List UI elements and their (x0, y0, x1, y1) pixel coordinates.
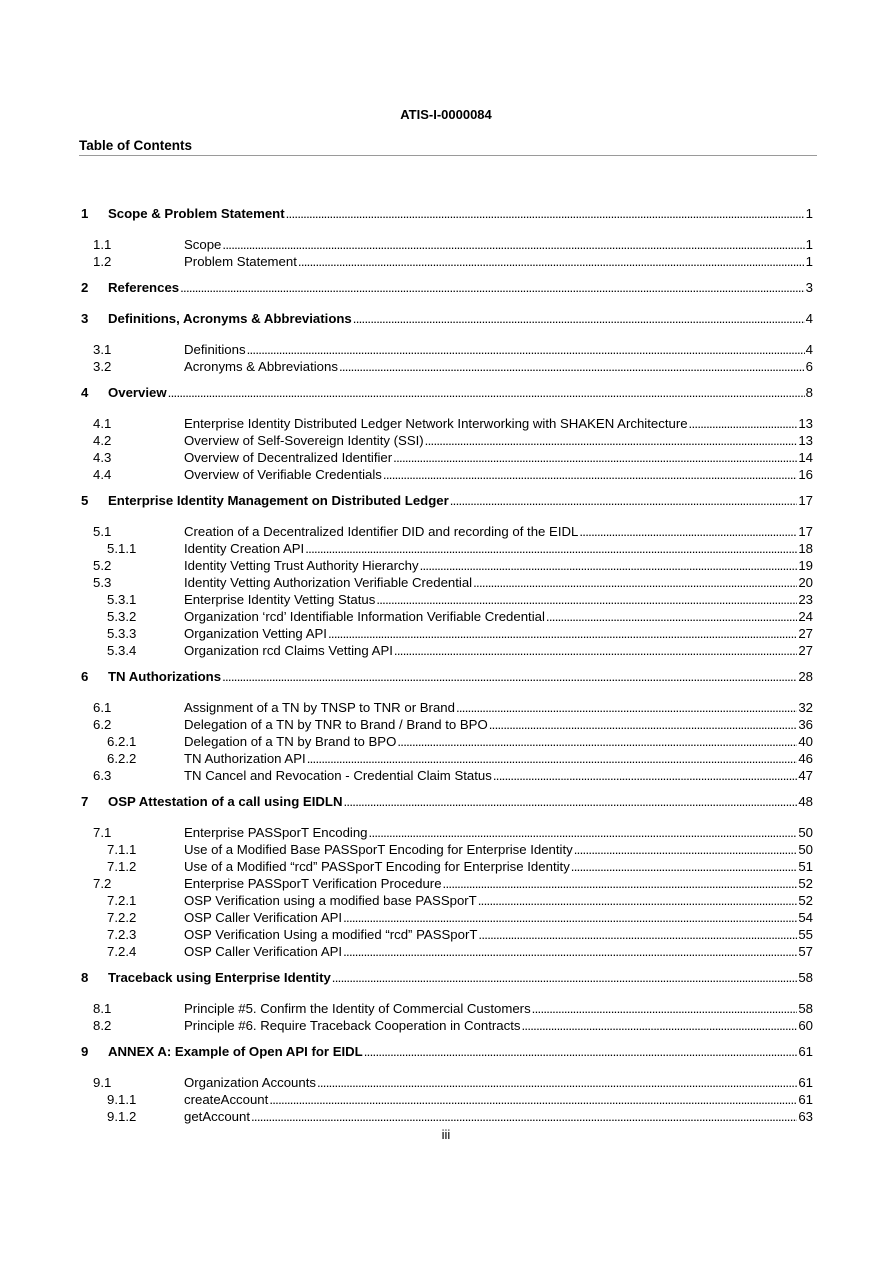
toc-entry-number: 8.1 (93, 1001, 112, 1016)
dot-leader (343, 909, 797, 926)
toc-entry-number: 5.2 (93, 558, 112, 573)
toc-entry-number: 5.3.2 (107, 609, 137, 624)
toc-entry-number: 8.2 (93, 1018, 112, 1033)
toc-entry-title: Overview of Self-Sovereign Identity (SSI) (184, 433, 424, 448)
toc-entry-number: 6 (81, 669, 89, 684)
toc-entry-title: Identity Vetting Authorization Verifiable Credential (184, 575, 473, 590)
toc-entry-title: OSP Verification Using a modified “rcd” PASSporT (184, 927, 478, 942)
dot-leader (222, 668, 797, 685)
toc-entry-number: 1 (81, 206, 89, 221)
toc-entry-6-2[interactable] (79, 716, 813, 733)
dot-leader (420, 557, 798, 574)
toc-entry-8-2[interactable] (79, 1017, 813, 1034)
toc-entry-number: 5.1.1 (107, 541, 137, 556)
toc-entry-page: 18 (798, 541, 813, 556)
toc-entry-page: 60 (798, 1018, 813, 1033)
toc-entry-number: 5.3 (93, 575, 112, 590)
toc-entry-number: 5.3.4 (107, 643, 137, 658)
toc-entry-title: Delegation of a TN by Brand to BPO (184, 734, 397, 749)
toc-entry-page: 13 (798, 433, 813, 448)
toc-entry-title: Enterprise Identity Vetting Status (184, 592, 376, 607)
toc-entry-number: 3.1 (93, 342, 112, 357)
toc-entry-title: Definitions, Acronyms & Abbreviations (108, 311, 352, 326)
dot-leader (251, 1108, 797, 1125)
toc-entry-5[interactable] (79, 492, 813, 509)
toc-entry-number: 7.2.1 (107, 893, 137, 908)
toc-entry-number: 6.1 (93, 700, 112, 715)
dot-leader (478, 926, 797, 943)
toc-entry-title: Use of a Modified “rcd” PASSporT Encoding for Enterprise Identity (184, 859, 570, 874)
page-number: iii (441, 1127, 451, 1142)
toc-entry-number: 9 (81, 1044, 89, 1059)
toc-entry-1-2[interactable] (79, 253, 813, 270)
toc-entry-3-1[interactable] (79, 341, 813, 358)
toc-entry-number: 3 (81, 311, 89, 326)
toc-entry-page: 20 (798, 575, 813, 590)
toc-entry-title: Enterprise Identity Distributed Ledger Network Interworking with SHAKEN Architecture (184, 416, 688, 431)
toc-entry-title: Organization rcd Claims Vetting API (184, 643, 393, 658)
toc-entry-8[interactable] (79, 969, 813, 986)
toc-entry-title: Organization Accounts (184, 1075, 316, 1090)
toc-entry-page: 61 (798, 1092, 813, 1107)
toc-entry-number: 4.4 (93, 467, 112, 482)
toc-entry-page: 13 (798, 416, 813, 431)
dot-leader (521, 1017, 797, 1034)
toc-entry-title: createAccount (184, 1092, 269, 1107)
table-of-contents (79, 196, 813, 1125)
dot-leader (493, 767, 797, 784)
toc-entry-title: Organization Vetting API (184, 626, 327, 641)
toc-entry-page: 52 (798, 876, 813, 891)
dot-leader (478, 892, 798, 909)
toc-entry-title: Identity Creation API (184, 541, 305, 556)
toc-entry-8-1[interactable] (79, 1000, 813, 1017)
toc-entry-number: 4.1 (93, 416, 112, 431)
toc-entry-7-2-4[interactable] (79, 943, 813, 960)
toc-entry-4-4[interactable] (79, 466, 813, 483)
dot-leader (286, 205, 805, 222)
toc-entry-number: 5.3.3 (107, 626, 137, 641)
toc-entry-number: 7.1 (93, 825, 112, 840)
dot-leader (180, 279, 805, 296)
toc-entry-title: Overview of Decentralized Identifier (184, 450, 393, 465)
toc-entry-page: 50 (798, 842, 813, 857)
toc-entry-number: 5 (81, 493, 89, 508)
toc-entry-page: 4 (805, 342, 813, 357)
toc-entry-title: Creation of a Decentralized Identifier DID and recording of the EIDL (184, 524, 579, 539)
toc-entry-page: 61 (798, 1075, 813, 1090)
toc-entry-7-2-3[interactable] (79, 926, 813, 943)
toc-entry-page: 16 (798, 467, 813, 482)
toc-entry-page: 63 (798, 1109, 813, 1124)
toc-entry-page: 1 (805, 237, 813, 252)
toc-entry-title: ANNEX A: Example of Open API for EIDL (108, 1044, 363, 1059)
toc-entry-title: getAccount (184, 1109, 250, 1124)
toc-entry-title: References (108, 280, 180, 295)
toc-entry-1[interactable] (79, 205, 813, 222)
toc-entry-page: 32 (798, 700, 813, 715)
dot-leader (332, 969, 798, 986)
toc-entry-7-1-1[interactable] (79, 841, 813, 858)
toc-entry-number: 6.3 (93, 768, 112, 783)
toc-entry-page: 55 (798, 927, 813, 942)
toc-entry-title: Overview (108, 385, 167, 400)
toc-heading: Table of Contents (79, 138, 192, 153)
toc-entry-number: 7.2 (93, 876, 112, 891)
toc-entry-page: 19 (798, 558, 813, 573)
dot-leader (393, 449, 797, 466)
toc-entry-number: 8 (81, 970, 89, 985)
toc-entry-page: 51 (798, 859, 813, 874)
toc-entry-page: 4 (805, 311, 813, 326)
toc-entry-9-1[interactable] (79, 1074, 813, 1091)
toc-entry-9-1-2[interactable] (79, 1108, 813, 1125)
toc-entry-title: OSP Verification using a modified base PASSporT (184, 893, 477, 908)
toc-entry-title: OSP Caller Verification API (184, 910, 343, 925)
toc-entry-number: 9.1.2 (107, 1109, 137, 1124)
dot-leader (376, 591, 797, 608)
toc-entry-5-2[interactable] (79, 557, 813, 574)
toc-entry-7-1-2[interactable] (79, 858, 813, 875)
dot-leader (450, 492, 798, 509)
toc-entry-1-1[interactable] (79, 236, 813, 253)
toc-entry-number: 6.2.2 (107, 751, 137, 766)
heading-rule (79, 155, 817, 156)
toc-entry-title: Principle #6. Require Traceback Cooperation in Contracts (184, 1018, 521, 1033)
toc-entry-title: Definitions (184, 342, 246, 357)
toc-entry-number: 6.2.1 (107, 734, 137, 749)
toc-entry-title: Traceback using Enterprise Identity (108, 970, 331, 985)
toc-entry-title: Enterprise Identity Management on Distributed Ledger (108, 493, 449, 508)
toc-entry-page: 28 (798, 669, 813, 684)
toc-entry-5-1-1[interactable] (79, 540, 813, 557)
toc-entry-3[interactable] (79, 310, 813, 327)
toc-entry-title: Scope (184, 237, 222, 252)
toc-entry-page: 6 (805, 359, 813, 374)
toc-entry-5-3-3[interactable] (79, 625, 813, 642)
toc-entry-9[interactable] (79, 1043, 813, 1060)
toc-entry-page: 57 (798, 944, 813, 959)
toc-entry-title: Acronyms & Abbreviations (184, 359, 338, 374)
dot-leader (489, 716, 798, 733)
toc-entry-6-2-1[interactable] (79, 733, 813, 750)
toc-entry-page: 47 (798, 768, 813, 783)
toc-entry-title: Enterprise PASSporT Verification Procedure (184, 876, 442, 891)
dot-leader (317, 1074, 797, 1091)
dot-leader (343, 793, 797, 810)
toc-entry-page: 1 (805, 254, 813, 269)
toc-entry-title: Scope & Problem Statement (108, 206, 285, 221)
dot-leader (353, 310, 805, 327)
dot-leader (383, 466, 797, 483)
dot-leader (343, 943, 797, 960)
dot-leader (579, 523, 797, 540)
dot-leader (425, 432, 798, 449)
dot-leader (574, 841, 798, 858)
toc-entry-number: 7.2.2 (107, 910, 137, 925)
toc-entry-page: 40 (798, 734, 813, 749)
toc-entry-5-1[interactable] (79, 523, 813, 540)
toc-entry-page: 52 (798, 893, 813, 908)
toc-entry-number: 1.1 (93, 237, 112, 252)
toc-entry-page: 23 (798, 592, 813, 607)
toc-entry-4[interactable] (79, 384, 813, 401)
toc-entry-page: 46 (798, 751, 813, 766)
toc-entry-6-1[interactable] (79, 699, 813, 716)
toc-entry-page: 14 (798, 450, 813, 465)
toc-entry-title: TN Cancel and Revocation - Credential Claim Status (184, 768, 492, 783)
dot-leader (473, 574, 797, 591)
dot-leader (222, 236, 804, 253)
toc-entry-title: Assignment of a TN by TNSP to TNR or Brand (184, 700, 455, 715)
toc-entry-title: Delegation of a TN by TNR to Brand / Brand to BPO (184, 717, 488, 732)
toc-entry-title: Overview of Verifiable Credentials (184, 467, 382, 482)
toc-entry-6[interactable] (79, 668, 813, 685)
toc-entry-4-2[interactable] (79, 432, 813, 449)
toc-entry-title: TN Authorization API (184, 751, 306, 766)
toc-entry-number: 4.2 (93, 433, 112, 448)
toc-entry-7-2-1[interactable] (79, 892, 813, 909)
toc-entry-6-2-2[interactable] (79, 750, 813, 767)
toc-entry-page: 24 (798, 609, 813, 624)
toc-entry-7-2[interactable] (79, 875, 813, 892)
toc-entry-2[interactable] (79, 279, 813, 296)
dot-leader (364, 1043, 798, 1060)
dot-leader (369, 824, 798, 841)
toc-entry-5-3[interactable] (79, 574, 813, 591)
dot-leader (168, 384, 805, 401)
toc-entry-page: 1 (805, 206, 813, 221)
toc-entry-3-2[interactable] (79, 358, 813, 375)
toc-entry-6-3[interactable] (79, 767, 813, 784)
dot-leader (394, 642, 797, 659)
toc-entry-7[interactable] (79, 793, 813, 810)
toc-entry-page: 17 (798, 524, 813, 539)
toc-entry-number: 4.3 (93, 450, 112, 465)
dot-leader (298, 253, 805, 270)
toc-entry-title: Problem Statement (184, 254, 297, 269)
toc-entry-title: Organization ‘rcd’ Identifiable Information Verifiable Credential (184, 609, 545, 624)
dot-leader (443, 875, 798, 892)
toc-entry-number: 7.2.3 (107, 927, 137, 942)
dot-leader (339, 358, 805, 375)
toc-entry-title: TN Authorizations (108, 669, 222, 684)
toc-entry-page: 61 (798, 1044, 813, 1059)
toc-entry-number: 5.1 (93, 524, 112, 539)
toc-entry-title: Principle #5. Confirm the Identity of Commercial Customers (184, 1001, 531, 1016)
toc-entry-number: 2 (81, 280, 89, 295)
toc-entry-number: 6.2 (93, 717, 112, 732)
toc-entry-page: 58 (798, 970, 813, 985)
toc-entry-title: Use of a Modified Base PASSporT Encoding for Enterprise Identity (184, 842, 573, 857)
toc-entry-5-3-2[interactable] (79, 608, 813, 625)
toc-entry-page: 36 (798, 717, 813, 732)
dot-leader (269, 1091, 797, 1108)
toc-entry-number: 3.2 (93, 359, 112, 374)
toc-entry-page: 8 (805, 385, 813, 400)
toc-entry-number: 4 (81, 385, 89, 400)
toc-entry-page: 17 (798, 493, 813, 508)
toc-entry-page: 58 (798, 1001, 813, 1016)
toc-entry-number: 9.1 (93, 1075, 112, 1090)
toc-entry-7-1[interactable] (79, 824, 813, 841)
toc-entry-7-2-2[interactable] (79, 909, 813, 926)
toc-entry-title: Enterprise PASSporT Encoding (184, 825, 368, 840)
toc-entry-title: Identity Vetting Trust Authority Hierarchy (184, 558, 419, 573)
dot-leader (571, 858, 798, 875)
toc-entry-page: 48 (798, 794, 813, 809)
toc-entry-number: 5.3.1 (107, 592, 137, 607)
toc-entry-page: 27 (798, 643, 813, 658)
dot-leader (328, 625, 797, 642)
toc-entry-number: 7.2.4 (107, 944, 137, 959)
toc-entry-number: 7 (81, 794, 89, 809)
toc-entry-page: 54 (798, 910, 813, 925)
toc-entry-page: 27 (798, 626, 813, 641)
dot-leader (247, 341, 805, 358)
toc-entry-5-3-1[interactable] (79, 591, 813, 608)
dot-leader (305, 540, 797, 557)
dot-leader (546, 608, 797, 625)
dot-leader (456, 699, 797, 716)
document-id: ATIS-I-0000084 (400, 107, 492, 122)
toc-entry-title: OSP Attestation of a call using EIDLN (108, 794, 343, 809)
toc-entry-page: 50 (798, 825, 813, 840)
dot-leader (397, 733, 797, 750)
toc-entry-page: 3 (805, 280, 813, 295)
toc-entry-number: 1.2 (93, 254, 112, 269)
toc-entry-number: 7.1.1 (107, 842, 137, 857)
toc-entry-number: 7.1.2 (107, 859, 137, 874)
dot-leader (307, 750, 798, 767)
toc-entry-5-3-4[interactable] (79, 642, 813, 659)
toc-entry-4-3[interactable] (79, 449, 813, 466)
dot-leader (532, 1000, 798, 1017)
toc-entry-number: 9.1.1 (107, 1092, 137, 1107)
dot-leader (689, 415, 798, 432)
toc-entry-4-1[interactable] (79, 415, 813, 432)
toc-entry-9-1-1[interactable] (79, 1091, 813, 1108)
toc-entry-title: OSP Caller Verification API (184, 944, 343, 959)
